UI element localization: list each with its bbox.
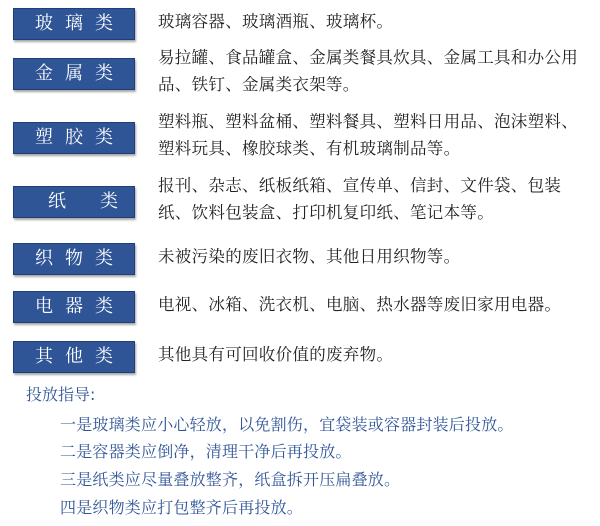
category-description: 易拉罐、食品罐盒、金属类餐具炊具、金属工具和办公用品、铁钉、金属类衣架等。 (158, 48, 578, 94)
category-label: 纸类 (13, 186, 135, 218)
guidance-item: 四是织物类应打包整齐后再投放。 (60, 498, 304, 517)
category-label: 金属类 (13, 58, 135, 90)
category-label: 塑胶类 (13, 122, 135, 154)
guidance-item: 三是纸类应尽量叠放整齐，纸盒拆开压扁叠放。 (60, 470, 401, 489)
category-description: 未被污染的废旧衣物、其他日用织物等。 (158, 247, 461, 266)
guidance-title: 投放指导: (26, 385, 96, 404)
category-description: 玻璃容器、玻璃酒瓶、玻璃杯。 (158, 12, 394, 31)
category-label: 玻璃类 (13, 8, 135, 40)
category-label: 织物类 (13, 243, 135, 275)
category-label: 电器类 (13, 291, 135, 323)
category-description: 报刊、杂志、纸板纸箱、宣传单、信封、文件袋、包装纸、饮料包装盒、打印机复印纸、笔记本等。 (158, 176, 562, 222)
category-description: 塑料瓶、塑料盆桶、塑料餐具、塑料日用品、泡沫塑料、塑料玩具、橡胶球类、有机玻璃制品等。 (158, 112, 578, 158)
category-label: 其他类 (13, 341, 135, 373)
guidance-item: 一是玻璃类应小心轻放，以免割伤，宜袋装或容器封装后投放。 (60, 415, 514, 434)
category-description: 其他具有可回收价值的废弃物。 (158, 345, 394, 364)
category-description: 电视、冰箱、洗衣机、电脑、热水器等废旧家用电器。 (158, 295, 562, 314)
guidance-item: 二是容器类应倒净，清理干净后再投放。 (60, 442, 352, 461)
